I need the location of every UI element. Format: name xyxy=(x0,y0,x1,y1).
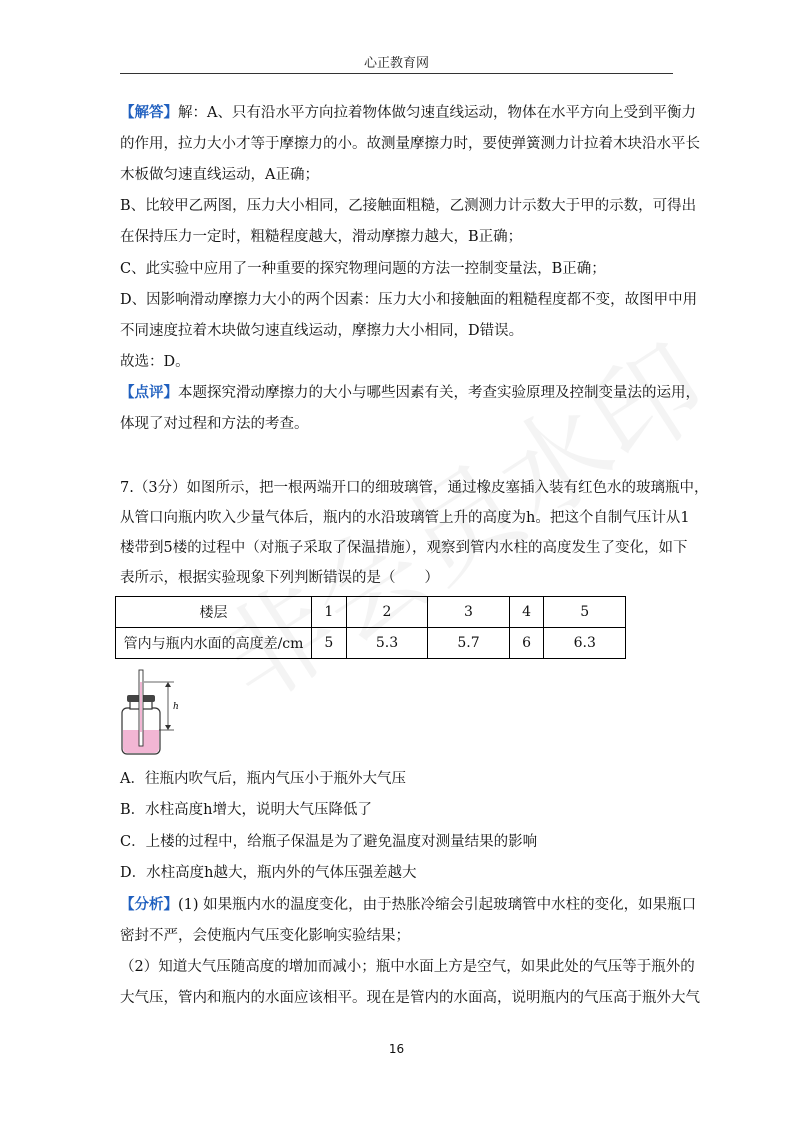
page-number: 16 xyxy=(388,1042,405,1056)
solution-line-7: D、因影响滑动摩擦力大小的两个因素：压力大小和接触面的粗糙程度都不变，故图甲中用 xyxy=(120,292,698,308)
analysis-tag: 【分析】 xyxy=(120,896,178,913)
comment-line-1: 【点评】本题探究滑动摩擦力的大小与哪些因素有关，考查实验原理及控制变量法的运用， xyxy=(120,384,700,401)
tube-water-column xyxy=(140,682,142,732)
question-line-4: 表所示，根据实验现象下列判断错误的是（ ） xyxy=(120,570,439,586)
data-table xyxy=(115,596,626,659)
barometer-figure xyxy=(118,668,188,758)
solution-line-3: 木板做匀速直线运动，A正确； xyxy=(120,167,319,183)
analysis-line-4: 大气压，管内和瓶内的水面应该相平。现在是管内的水面高，说明瓶内的气压高于瓶外大气 xyxy=(120,990,700,1006)
option-d: D．水柱高度h越大，瓶内外的气体压强差越大 xyxy=(120,865,417,881)
analysis-line-2: 密封不严，会使瓶内气压变化影响实验结果； xyxy=(120,928,410,944)
table-row-label: 楼层 xyxy=(116,597,312,628)
table-row xyxy=(116,597,626,628)
solution-answer: 故选：D。 xyxy=(120,354,190,370)
question-line-1: 7.（3分）如图所示，把一根两端开口的细玻璃管，通过橡皮塞插入装有红色水的玻璃瓶中， xyxy=(120,480,709,496)
table-cell: 3 xyxy=(428,597,509,628)
solution-line-5: 在保持压力一定时，粗糙程度越大，滑动摩擦力越大，B正确； xyxy=(120,229,523,245)
table-cell: 4 xyxy=(509,597,544,628)
arrow-down-icon xyxy=(165,725,171,730)
table-cell: 2 xyxy=(346,597,427,628)
analysis-line-3: （2）知道大气压随高度的增加而减小；瓶中水面上方是空气，如果此处的气压等于瓶外的 xyxy=(120,959,695,975)
table-cell: 6 xyxy=(509,628,544,659)
arrow-up-icon xyxy=(165,682,171,687)
solution-line-8: 不同速度拉着木块做匀速直线运动，摩擦力大小相同，D错误。 xyxy=(120,323,524,339)
comment-tag: 【点评】 xyxy=(120,384,178,401)
table-cell: 5 xyxy=(312,628,347,659)
option-c: C．上楼的过程中，给瓶子保温是为了避免温度对测量结果的影响 xyxy=(120,834,538,850)
solution-line-2: 的作用，拉力大小才等于摩擦力的小。故测量摩擦力时，要使弹簧测力计拉着木块沿水平长 xyxy=(120,136,700,152)
comment-line-2: 体现了对过程和方法的考查。 xyxy=(120,416,309,432)
question-line-3: 楼带到5楼的过程中（对瓶子采取了保温措施），观察到管内水柱的高度发生了变化，如下 xyxy=(120,540,688,556)
table-cell: 5.3 xyxy=(346,628,427,659)
solution-line-4: B、比较甲乙两图，压力大小相同，乙接触面粗糙，乙测测力计示数大于甲的示数，可得出 xyxy=(120,198,697,214)
question-line-2: 从管口向瓶内吹入少量气体后，瓶内的水沿玻璃管上升的高度为h。把这个自制气压计从1 xyxy=(120,510,690,526)
option-b: B．水柱高度h增大，说明大气压降低了 xyxy=(120,802,372,818)
table-row xyxy=(116,628,626,659)
table-cell: 5 xyxy=(544,597,626,628)
option-a: A．往瓶内吹气后，瓶内气压小于瓶外大气压 xyxy=(120,771,406,787)
table-cell: 5.7 xyxy=(428,628,509,659)
table-row-label: 管内与瓶内水面的高度差/cm xyxy=(116,628,312,659)
header-divider xyxy=(120,73,673,74)
height-label: h xyxy=(173,702,179,712)
analysis-line-1: 【分析】(1) 如果瓶内水的温度变化，由于热胀冷缩会引起玻璃管中水柱的变化，如果瓶口 xyxy=(120,896,697,913)
solution-tag: 【解答】 xyxy=(120,104,178,121)
page-header-title: 心正教育网 xyxy=(363,56,429,71)
table-cell: 1 xyxy=(312,597,347,628)
solution-line-6: C、此实验中应用了一种重要的探究物理问题的方法一控制变量法，B正确； xyxy=(120,261,606,277)
table-cell: 6.3 xyxy=(544,628,626,659)
solution-line-1: 【解答】解：A、只有沿水平方向拉着物体做匀速直线运动，物体在水平方向上受到平衡力 xyxy=(120,104,696,121)
